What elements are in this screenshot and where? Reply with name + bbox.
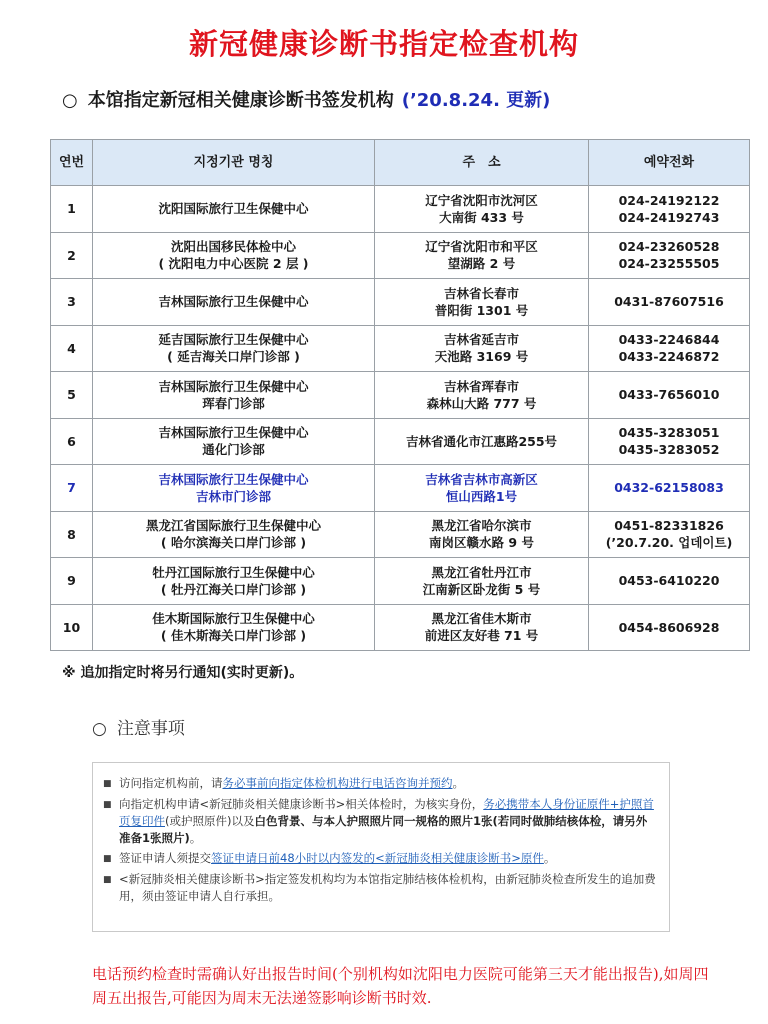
cell-address-line: 前进区友好巷 71 号 [424,628,539,644]
table-row [51,511,750,558]
notice-title-text: 注意事项 [116,719,185,739]
red-note: 电话预约检查时需确认好出报告时间(个别机构如沈阳电力医院可能第三天才能出报告),如周四周五出报告,可能因为周末无法递签影响诊断书时效. [92,965,709,1007]
cell-no: 2 [51,232,93,279]
square-bullet-icon: ■ [103,875,112,885]
notice-box [92,762,670,932]
cell-address [375,279,589,326]
cell-name [93,232,375,279]
cell-address-line: 江南新区卧龙街 5 号 [422,581,541,597]
cell-phone [589,558,750,605]
cell-phone [589,232,750,279]
cell-address-line: 辽宁省沈阳市和平区 [425,239,538,255]
cell-phone [589,325,750,372]
cell-name-line: ( 佳木斯海关口岸门诊部 ) [160,628,307,644]
cell-address [375,232,589,279]
cell-no: 9 [51,558,93,605]
table-row [51,325,750,372]
cell-phone [589,372,750,419]
cell-name-line: ( 哈尔滨海关口岸门诊部 ) [160,535,307,551]
cell-phone [589,465,750,512]
table-row [51,186,750,233]
cell-name-line: 吉林国际旅行卫生保健中心 [158,378,309,394]
table-row [51,418,750,465]
cell-no: 4 [51,325,93,372]
notice-text [119,775,657,793]
cell-address-line: 吉林省长春市 [443,285,519,301]
cell-address [375,325,589,372]
cell-phone-line: 0435-3283052 [618,442,720,458]
cell-address-line: 普阳街 1301 号 [434,302,529,318]
notice-text-part: 签证申请人须提交 [119,851,211,865]
notice-text: <新冠肺炎相关健康诊断书>指定签发机构均为本馆指定肺结核体检机构，由新冠肺炎检查所发生的追加费用，须由签证申请人自行承担。 [119,872,656,903]
cell-phone [589,511,750,558]
cell-phone [589,604,750,651]
cell-phone [589,418,750,465]
circle-bullet-icon: ○ [62,90,78,111]
cell-name-line: 牡丹江国际旅行卫生保健中心 [152,564,315,580]
cell-no: 5 [51,372,93,419]
cell-phone-line: 0432-62158083 [614,480,724,496]
update-date: (’20.8.24. 更新) [401,90,551,111]
notice-text-part: 。 [543,851,556,865]
notice-text-part: 。 [189,831,202,845]
cell-address-line: 恒山西路1号 [445,488,518,504]
cell-no: 6 [51,418,93,465]
header-phone: 예약전화 [589,140,750,186]
cell-phone [589,186,750,233]
page-title: 新冠健康诊断书指定检查机构 [188,27,579,61]
cell-name-line: ( 延吉海关口岸门诊部 ) [167,349,300,365]
circle-bullet-icon: ○ [92,719,107,739]
cell-name-line: 通化门诊部 [202,442,265,458]
table-row [51,279,750,326]
cell-name [93,465,375,512]
header-address: 주 소 [375,140,589,186]
cell-name-line: 吉林国际旅行卫生保健中心 [158,425,309,441]
cell-name [93,558,375,605]
cell-phone-line: 024-23255505 [618,256,720,272]
cell-name [93,604,375,651]
cell-name-line: 吉林市门诊部 [195,488,271,504]
cell-address [375,372,589,419]
notice-item [103,850,657,868]
notice-link[interactable]: 签证申请日前48小时以内签发的<新冠肺炎相关健康诊断书>原件 [211,851,544,865]
cell-name [93,279,375,326]
notice-emphasis: 白色背景、与本人护照照片同一规格的照片1张(若同时做肺结核体检，请另外准备1张照片) [119,814,648,845]
square-bullet-icon: ■ [103,854,112,864]
header-name: 지정기관 명칭 [93,140,375,186]
cell-phone-line: 0433-2246844 [618,332,720,348]
cell-phone-line: 0453-6410220 [618,573,720,589]
designated-institutions-table [50,139,750,651]
notice-title [92,714,185,739]
cell-name [93,186,375,233]
cell-address-line: 望湖路 2 号 [447,256,516,272]
section-heading [62,86,550,112]
header-no: 연번 [51,140,93,186]
cell-phone [589,279,750,326]
notice-text-part: 访问指定机构前，请 [119,776,223,790]
section-heading-text: 本馆指定新冠相关健康诊断书签发机构 [87,90,394,111]
cell-no: 3 [51,279,93,326]
cell-address-line: 辽宁省沈阳市沈河区 [425,192,538,208]
notice-link[interactable]: 务必事前向指定体检机构进行电话咨询并预约 [222,776,453,790]
cell-address-line: 天池路 3169 号 [434,349,529,365]
table-header-row [51,140,750,186]
cell-address-line: 黑龙江省佳木斯市 [431,611,532,627]
cell-phone-line: 0433-7656010 [618,387,720,403]
notice-text-part: 。 [452,776,464,790]
notice-item [103,775,657,793]
cell-address-line: 吉林省延吉市 [443,332,519,348]
square-bullet-icon: ■ [103,800,112,810]
cell-name-line: ( 牡丹江海关口岸门诊部 ) [160,581,307,597]
notice-text-part: (或护照原件)以及 [165,814,255,828]
cell-no: 8 [51,511,93,558]
square-bullet-icon: ■ [103,779,112,789]
cell-name-line: ( 沈阳电力中心医院 2 层 ) [158,256,309,272]
cell-address [375,511,589,558]
cell-address-line: 南岗区赣水路 9 号 [429,535,534,551]
table-row [51,372,750,419]
cell-phone-line: 0433-2246872 [618,349,720,365]
cell-address [375,186,589,233]
cell-name-line: 沈阳出国移民体检中心 [170,239,296,255]
cell-phone-line: 024-24192122 [618,192,720,208]
cell-name-line: 佳木斯国际旅行卫生保健中心 [152,611,315,627]
cell-address [375,465,589,512]
table-row [51,558,750,605]
notice-text-part: 向指定机构申请<新冠肺炎相关健康诊断书>相关体检时，为核实身份， [119,797,484,811]
cell-phone-line: (’20.7.20. 업데이트) [605,535,733,551]
cell-address-line: 吉林省珲春市 [443,378,519,394]
cell-address-line: 黑龙江省牡丹江市 [431,564,532,580]
cell-name [93,511,375,558]
notice-link[interactable]: 务必携带本人身份证原件+护照首页复印件 [119,797,654,828]
cell-name [93,372,375,419]
cell-address-line: 大南街 433 号 [439,209,524,225]
cell-name-line: 吉林国际旅行卫生保健中心 [158,294,309,310]
cell-name-line: 延吉国际旅行卫生保健中心 [158,332,309,348]
table-row [51,232,750,279]
table-row [51,604,750,651]
cell-no: 1 [51,186,93,233]
cell-phone-line: 024-24192743 [618,209,720,225]
cell-name [93,418,375,465]
cell-address-line: 吉林省吉林市高新区 [425,471,538,487]
cell-address [375,418,589,465]
cell-no: 10 [51,604,93,651]
notice-text [119,796,657,847]
cell-address-line: 吉林省通化市江惠路255号 [405,433,558,449]
cell-no: 7 [51,465,93,512]
notice-item [103,871,657,905]
table-row [51,465,750,512]
cell-name [93,325,375,372]
cell-phone-line: 024-23260528 [618,239,720,255]
cell-name-line: 黑龙江省国际旅行卫生保健中心 [145,518,321,534]
notice-item [103,796,657,847]
cell-name-line: 珲春门诊部 [202,395,265,411]
cell-name-line: 沈阳国际旅行卫生保健中心 [158,201,309,217]
cell-name-line: 吉林国际旅行卫生保健中心 [158,471,309,487]
cell-phone-line: 0435-3283051 [618,425,720,441]
footnote: ※ 追加指定时将另行通知(实时更新)。 [62,665,304,681]
cell-address [375,604,589,651]
cell-address-line: 黑龙江省哈尔滨市 [431,518,532,534]
cell-address [375,558,589,605]
cell-phone-line: 0431-87607516 [614,294,724,310]
cell-phone-line: 0454-8606928 [618,619,720,635]
cell-phone-line: 0451-82331826 [614,518,724,534]
notice-text [119,850,657,868]
cell-address-line: 森林山大路 777 号 [426,395,537,411]
